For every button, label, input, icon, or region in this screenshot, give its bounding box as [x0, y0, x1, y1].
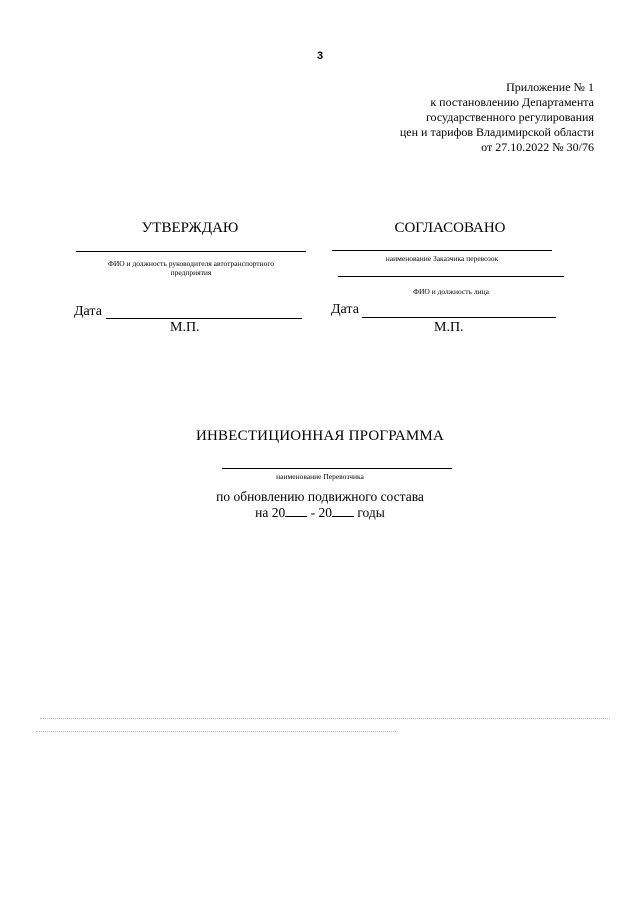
- agree-stamp-label: М.П.: [434, 320, 464, 335]
- appendix-block: [400, 80, 594, 155]
- program-years: [0, 505, 640, 521]
- carrier-caption: наименование Перевозчика: [276, 472, 364, 481]
- carrier-name-line: [222, 468, 452, 469]
- appendix-line-2: к постановлению Департамента: [430, 95, 594, 109]
- agree-title: СОГЛАСОВАНО: [394, 220, 506, 236]
- agree-customer-line: [332, 250, 552, 251]
- years-suffix: годы: [353, 505, 385, 520]
- scan-artifact-line: [40, 718, 610, 719]
- years-mid: - 20: [307, 505, 332, 520]
- appendix-line-5: от 27.10.2022 № 30/76: [481, 140, 594, 154]
- year-start-blank: [285, 505, 307, 517]
- appendix-line-3: государственного регулирования: [425, 110, 594, 124]
- agree-date-line: [362, 317, 556, 318]
- agree-person-caption: ФИО и должность лица: [413, 287, 489, 296]
- approve-date-label: Дата: [74, 304, 102, 319]
- years-prefix: на 20: [255, 505, 286, 520]
- program-purpose: по обновлению подвижного состава: [216, 489, 424, 504]
- page-number: 3: [316, 50, 324, 62]
- appendix-line-1: Приложение № 1: [506, 80, 594, 94]
- agree-customer-caption: наименование Заказчика перевозок: [385, 254, 499, 263]
- agree-person-line: [338, 276, 564, 277]
- approve-title: УТВЕРЖДАЮ: [141, 220, 239, 236]
- approve-caption-line-1: ФИО и должность руководителя автотранспортного: [107, 259, 275, 268]
- appendix-line-4: цен и тарифов Владимирской области: [399, 125, 594, 139]
- year-end-blank: [332, 505, 354, 517]
- approve-signature-line: [76, 251, 306, 252]
- approve-stamp-label: М.П.: [170, 320, 200, 335]
- approve-caption-line-2: предприятия: [170, 268, 212, 277]
- scan-artifact-line: [36, 731, 396, 732]
- approve-date-line: [106, 318, 302, 319]
- program-title: ИНВЕСТИЦИОННАЯ ПРОГРАММА: [195, 428, 444, 444]
- approve-caption: [60, 259, 322, 277]
- agree-date-label: Дата: [331, 302, 359, 317]
